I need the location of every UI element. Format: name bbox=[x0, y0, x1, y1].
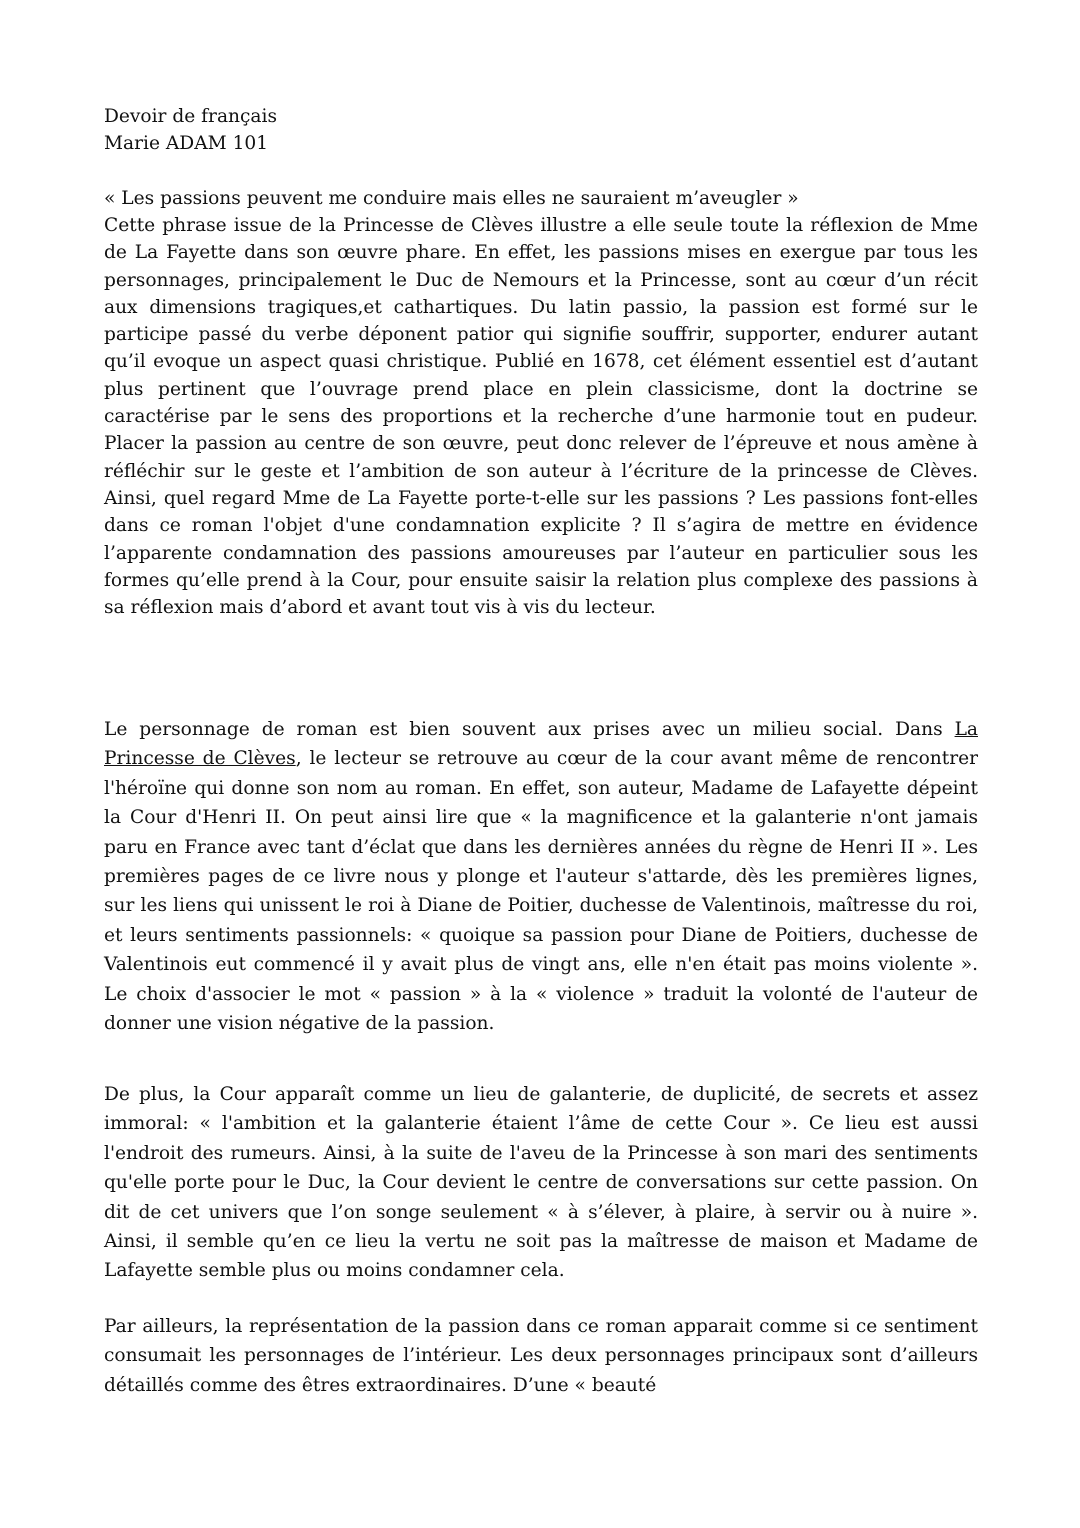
assignment-title: Devoir de français bbox=[104, 106, 277, 127]
document-header bbox=[104, 103, 978, 158]
paragraph-1-text-end: , le lecteur se retrouve au cœur de la cour avant même de rencontrer l'héroïne qui donne son nom au roman. En effet, son auteur, Madame de Lafayette dépeint la Cour d'Henri II. On peut ainsi lire que « la magnificence et la galanterie n'ont jamais paru en France avec tant d’éclat que dans les dernières années du règne de Henri II ». Les premières pages de ce livre nous y plonge et l'auteur s'attarde, dès les premières lignes, sur les liens qui unissent le roi à Diane de Poitier, duchesse de Valentinois, maîtresse du roi, et leurs sentiments passionnels: « quoique sa passion pour Diane de Poitiers, duchesse de Valentinois eut commencé il y avait plus de vingt ans, elle n'en était pas moins violente ». Le choix d'associer le mot « passion » à la « violence » traduit la volonté de l'auteur de donner une vision négative de la passion. bbox=[104, 748, 979, 1035]
body-paragraph-1 bbox=[104, 715, 978, 1038]
paragraph-1-text-start: Le personnage de roman est bien souvent aux prises avec un milieu social. Dans bbox=[104, 719, 955, 740]
student-name: Marie ADAM 101 bbox=[104, 133, 269, 155]
epigraph-quote: « Les passions peuvent me conduire mais elles ne sauraient m’aveugler » bbox=[104, 188, 799, 209]
body-paragraph-2: De plus, la Cour apparaît comme un lieu de galanterie, de duplicité, de secrets et assez immoral: « l'ambition et la galanterie étaient l’âme de cette Cour ». Ce lieu est aussi l'endroit des rumeurs. Ainsi, à la suite de l'aveu de la Princesse à son mari des sentiments qu'elle porte pour le Duc, la Cour devient le centre de conversations sur cette passion. On dit de cet univers que l’on songe seulement « à s’élever, à plaire, à servir ou à nuire ». Ainsi, il semble qu’en ce lieu la vertu ne soit pas la maîtresse de maison et Madame de Lafayette semble plus ou moins condamner cela. bbox=[104, 1084, 978, 1282]
book-title-reference: La Princesse de Clèves bbox=[104, 719, 978, 770]
body-paragraph-3: Par ailleurs, la représentation de la passion dans ce roman apparait comme si ce sentiment consumait les personnages de l’intérieur. Les deux personnages principaux sont d’ailleurs détaillés comme des êtres extraordinaires. D’une « beauté bbox=[104, 1316, 978, 1396]
introduction-paragraph: Cette phrase issue de la Princesse de Clèves illustre a elle seule toute la réflexion de Mme de La Fayette dans son œuvre phare. En effet, les passions mises en exergue par tous les personnages, principalement le Duc de Nemours et la Princesse, sont au cœur d’un récit aux dimensions tragiques,et cathartiques. Du latin passio, la passion est formé sur le participe passé du verbe déponent patior qui signifie souffrir, supporter, endurer autant qu’il evoque un aspect quasi christique. Publié en 1678, cet élément essentiel est d’autant plus pertinent que l’ouvrage prend place en plein classicisme, dont la doctrine se caractérise par le sens des proportions et la recherche d’une harmonie tout en pudeur. Placer la passion au centre de son œuvre, peut donc relever de l’épreuve et nous amène à réfléchir sur le geste et l’ambition de son auteur à l’écriture de la princesse de Clèves. Ainsi, quel regard Mme de La Fayette porte-t-elle sur les passions ? Les passions font-elles dans ce roman l'objet d'une condamnation explicite ? Il s’agira de mettre en évidence l’apparente condamnation des passions amoureuses par l’auteur en particulier sous les formes qu’elle prend à la Cour, pour ensuite saisir la relation plus complexe des passions à sa réflexion mais d’abord et avant tout vis à vis du lecteur. bbox=[104, 215, 978, 619]
